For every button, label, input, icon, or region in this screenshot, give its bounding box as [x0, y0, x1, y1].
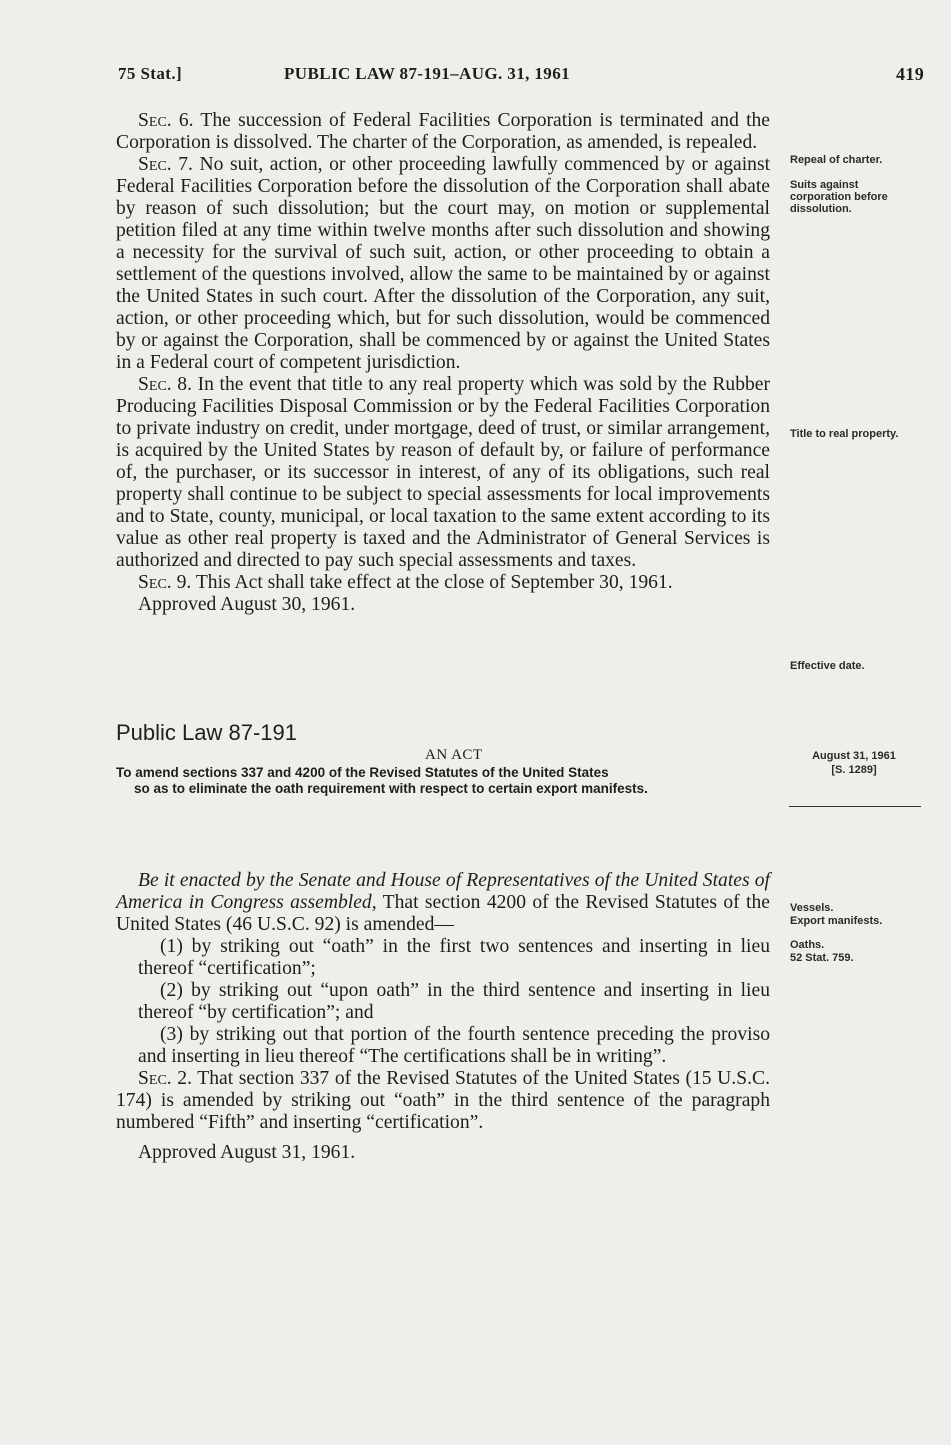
lower-body	[116, 870, 770, 1164]
approved-date-1: Approved August 30, 1961.	[138, 594, 356, 615]
amendment-item-3: (3) by striking out that portion of the fourth sentence preceding the proviso and inserting in lieu thereof “The certifications shall be in writing”.	[138, 1024, 770, 1067]
page-number: 419	[896, 64, 925, 84]
note-effective-date: Effective date.	[790, 660, 865, 672]
section-2: Sec. 2. That section 337 of the Revised Statutes of the United States (15 U.S.C. 174) is amended by striking out “oath” in the third sentence of the paragraph numbered “Fifth” and inserting “certification”.	[116, 1068, 770, 1133]
note-act-date: August 31, 1961	[812, 750, 896, 762]
an-act-heading: AN ACT	[425, 747, 483, 763]
header-volume: 75 Stat.]	[118, 64, 183, 83]
approved-date-2: Approved August 31, 1961.	[138, 1142, 356, 1163]
note-vessels: Vessels.	[790, 902, 834, 914]
header-title: PUBLIC LAW 87-191–AUG. 31, 1961	[284, 64, 570, 83]
note-bill-number: [S. 1289]	[831, 764, 877, 776]
note-title-real-property: Title to real property.	[790, 428, 899, 440]
section-6: Sec. 6. The succession of Federal Facilities Corporation is terminated and the Corporation is dissolved. The charter of the Corporation, as amended, is repealed.	[116, 110, 771, 153]
margin-rule	[789, 806, 921, 807]
upper-body	[116, 110, 770, 616]
note-repeal-charter: Repeal of charter.	[790, 154, 883, 166]
section-7: Sec. 7. No suit, action, or other proceeding lawfully commenced by or against Federal Facilities Corporation before the dissolution of the Corporation shall abate by reason of such dissolution; but the court may, on motion or supplemental petition filed at any time within twelve months after such dissolution and showing a necessity for the survival of such suit, action, or other proceeding to obtain a settlement of the questions involved, allow the same to be maintained by or against the United States in such court. After the dissolution of the Corporation, any suit, action, or other proceeding which, but for such dissolution, would be commenced by or against the Corporation, shall be commenced by or against the United States in a Federal court of competent jurisdiction.	[116, 154, 771, 373]
note-suits-against-corporation: Suits against corporation before dissolution.	[790, 179, 888, 215]
section-9: Sec. 9. This Act shall take effect at the close of September 30, 1961.	[138, 572, 673, 593]
note-export-manifests: Export manifests.	[790, 915, 883, 927]
enacting-clause: Be it enacted by the Senate and House of Representatives of the United States of America in Congress assembled, That section 4200 of the Revised Statutes of the United States (46 U.S.C. 92) is amended—	[116, 870, 770, 935]
act-purpose: To amend sections 337 and 4200 of the Revised Statutes of the United States so as to eliminate the oath requirement with respect to certain export manifests.	[116, 765, 648, 796]
amendment-item-1: (1) by striking out “oath” in the first two sentences and inserting in lieu thereof “certification”;	[138, 936, 770, 979]
section-8: Sec. 8. In the event that title to any real property which was sold by the Rubber Producing Facilities Disposal Commission or by the Federal Facilities Corporation to private industry on credit, under mortgage, deed of trust, or similar arrangement, is acquired by the United States by reason of default by, or failure of performance of, the purchaser, or its successor in interest, of any of its obligations, such real property shall continue to be subject to special assessments for local improvements and to State, county, municipal, or local taxation to the same extent according to its value as other real property is taxed and the Administrator of General Services is authorized and directed to pay such special assessments and taxes.	[116, 374, 771, 571]
amendment-item-2: (2) by striking out “upon oath” in the third sentence and inserting in lieu thereof “by certification”; and	[138, 980, 770, 1023]
note-stat-reference: 52 Stat. 759.	[790, 952, 854, 964]
note-oaths: Oaths.	[790, 939, 825, 951]
public-law-title: Public Law 87-191	[116, 720, 298, 745]
